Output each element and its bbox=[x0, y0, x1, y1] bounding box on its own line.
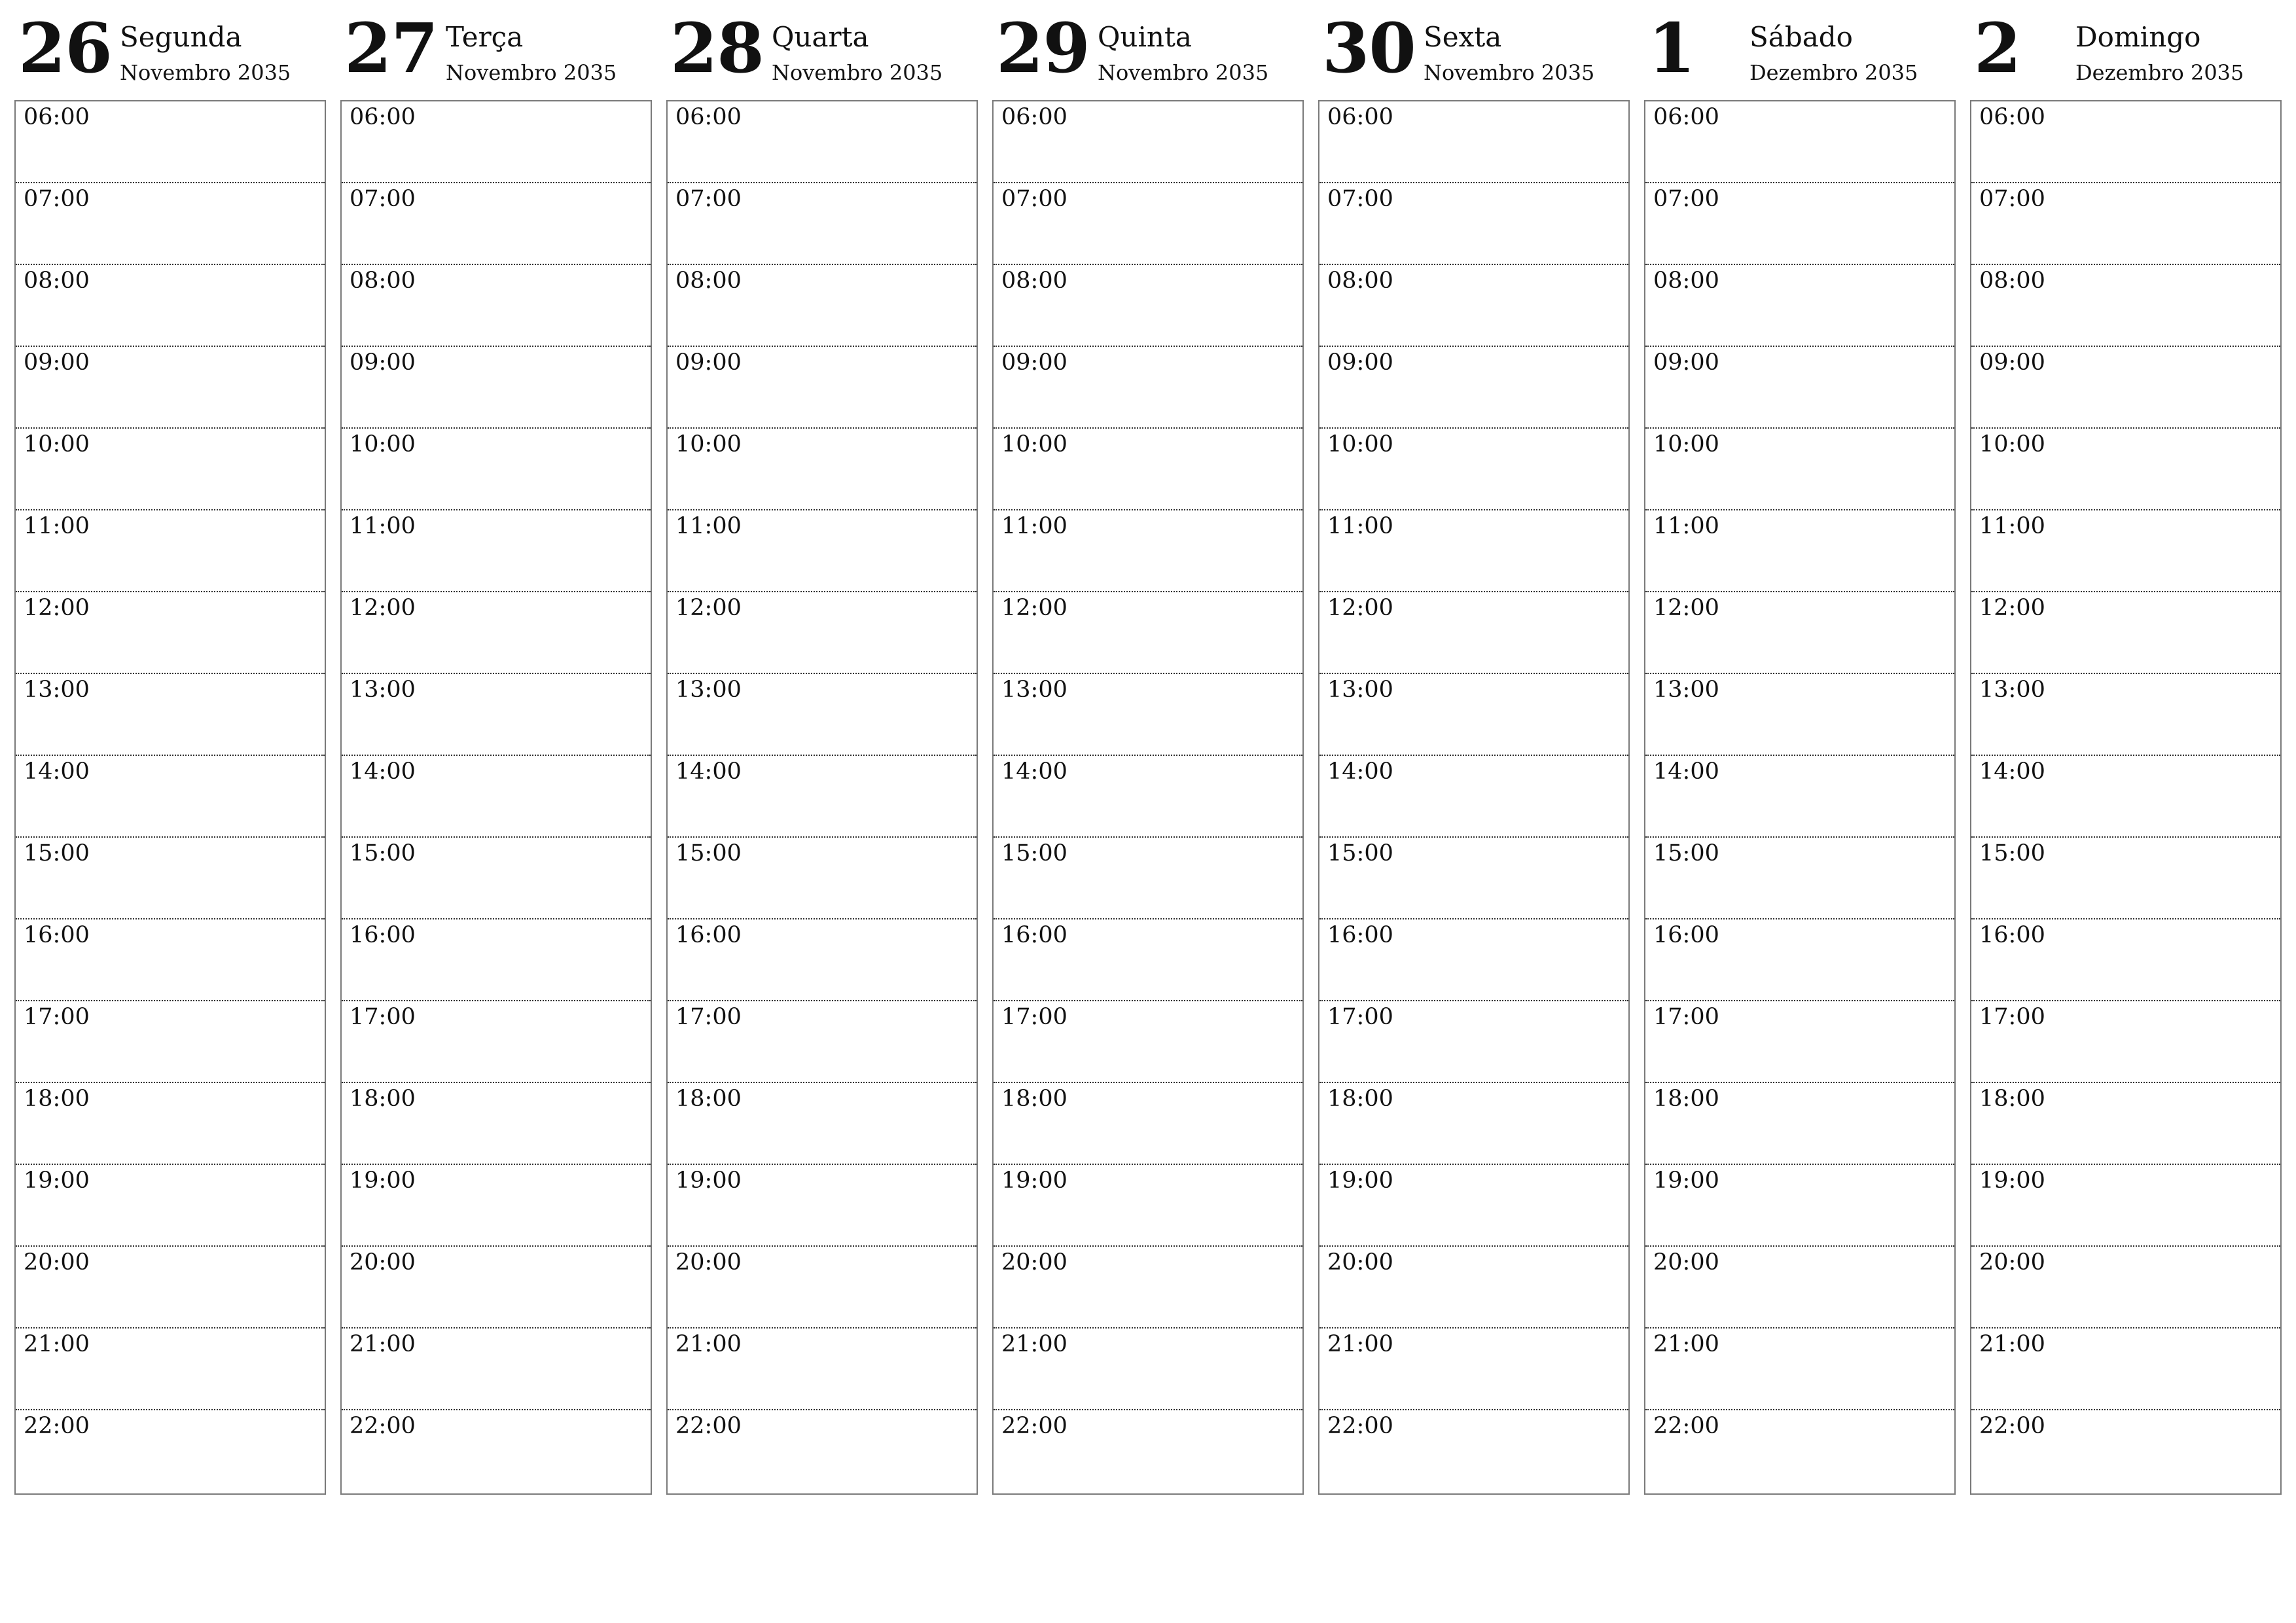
hour-slot[interactable] bbox=[668, 674, 977, 756]
hour-label: 10:00 bbox=[350, 431, 416, 457]
hour-slot[interactable] bbox=[1645, 510, 1954, 592]
hour-slot[interactable] bbox=[668, 1083, 977, 1165]
hour-slot[interactable] bbox=[1971, 347, 2280, 429]
hour-label: 16:00 bbox=[1653, 922, 1719, 948]
day-column bbox=[14, 0, 329, 1439]
hour-label: 18:00 bbox=[350, 1086, 416, 1112]
hour-label: 11:00 bbox=[1001, 513, 1067, 539]
day-name: Terça bbox=[446, 21, 524, 53]
hour-slot[interactable] bbox=[16, 510, 325, 592]
hour-label: 06:00 bbox=[1979, 104, 2045, 130]
hour-label: 17:00 bbox=[1001, 1004, 1067, 1030]
hour-slot[interactable] bbox=[1645, 1165, 1954, 1247]
hour-slot[interactable] bbox=[16, 429, 325, 510]
hour-slot[interactable] bbox=[1971, 1329, 2280, 1410]
day-number: 1 bbox=[1648, 8, 1695, 88]
hour-label: 22:00 bbox=[1001, 1413, 1067, 1439]
hour-label: 10:00 bbox=[1327, 431, 1393, 457]
hour-slot[interactable] bbox=[668, 1001, 977, 1083]
hour-label: 22:00 bbox=[1653, 1413, 1719, 1439]
hour-slot[interactable] bbox=[1319, 265, 1628, 347]
hour-label: 14:00 bbox=[350, 758, 416, 785]
hour-label: 21:00 bbox=[1001, 1331, 1067, 1357]
hour-slot[interactable] bbox=[994, 1329, 1302, 1410]
hour-slot[interactable] bbox=[342, 1165, 651, 1247]
hour-label: 18:00 bbox=[675, 1086, 742, 1112]
day-number: 28 bbox=[670, 8, 764, 88]
hour-label: 14:00 bbox=[1327, 758, 1393, 785]
hour-label: 16:00 bbox=[1327, 922, 1393, 948]
day-schedule-box bbox=[1318, 100, 1630, 1495]
hour-label: 12:00 bbox=[1001, 595, 1067, 621]
hour-slot[interactable] bbox=[16, 1410, 325, 1492]
hour-label: 17:00 bbox=[1327, 1004, 1393, 1030]
hour-label: 12:00 bbox=[1979, 595, 2045, 621]
hour-slot[interactable] bbox=[16, 101, 325, 183]
hour-label: 22:00 bbox=[350, 1413, 416, 1439]
hour-slot[interactable] bbox=[1319, 347, 1628, 429]
hour-label: 22:00 bbox=[1979, 1413, 2045, 1439]
hour-slot[interactable] bbox=[342, 674, 651, 756]
hour-label: 17:00 bbox=[1979, 1004, 2045, 1030]
day-header bbox=[666, 0, 980, 99]
hour-slot[interactable] bbox=[668, 919, 977, 1001]
hour-slot[interactable] bbox=[994, 919, 1302, 1001]
hour-slot[interactable] bbox=[1971, 510, 2280, 592]
hour-label: 19:00 bbox=[1001, 1168, 1067, 1194]
hour-slot[interactable] bbox=[16, 347, 325, 429]
hour-slot[interactable] bbox=[994, 183, 1302, 265]
hour-slot[interactable] bbox=[668, 183, 977, 265]
hour-label: 17:00 bbox=[350, 1004, 416, 1030]
hour-slot[interactable] bbox=[1971, 756, 2280, 838]
hour-slot[interactable] bbox=[16, 183, 325, 265]
hour-label: 13:00 bbox=[1979, 677, 2045, 703]
hour-label: 20:00 bbox=[350, 1249, 416, 1275]
hour-slot[interactable] bbox=[342, 183, 651, 265]
hour-label: 09:00 bbox=[1979, 349, 2045, 376]
day-month-year: Dezembro 2035 bbox=[1749, 60, 1918, 85]
hour-label: 19:00 bbox=[1327, 1168, 1393, 1194]
hour-slot[interactable] bbox=[1319, 183, 1628, 265]
hour-label: 08:00 bbox=[675, 268, 742, 294]
hour-label: 14:00 bbox=[1979, 758, 2045, 785]
hour-slot[interactable] bbox=[1971, 674, 2280, 756]
hour-slot[interactable] bbox=[342, 838, 651, 919]
day-schedule-box bbox=[992, 100, 1304, 1495]
hour-label: 21:00 bbox=[1653, 1331, 1719, 1357]
hour-label: 12:00 bbox=[1327, 595, 1393, 621]
hour-slot[interactable] bbox=[1319, 429, 1628, 510]
hour-slot[interactable] bbox=[1645, 674, 1954, 756]
hour-slot[interactable] bbox=[342, 429, 651, 510]
hour-label: 22:00 bbox=[675, 1413, 742, 1439]
hour-label: 07:00 bbox=[1653, 186, 1719, 212]
hour-slot[interactable] bbox=[994, 1001, 1302, 1083]
day-header bbox=[992, 0, 1306, 99]
hour-slot[interactable] bbox=[668, 592, 977, 674]
hour-label: 16:00 bbox=[24, 922, 90, 948]
hour-label: 09:00 bbox=[1001, 349, 1067, 376]
hour-slot[interactable] bbox=[668, 347, 977, 429]
hour-label: 06:00 bbox=[675, 104, 742, 130]
hour-slot[interactable] bbox=[1645, 101, 1954, 183]
day-month-year: Dezembro 2035 bbox=[2075, 60, 2244, 85]
hour-slot[interactable] bbox=[342, 1083, 651, 1165]
hour-label: 19:00 bbox=[675, 1168, 742, 1194]
day-number: 26 bbox=[18, 8, 112, 88]
hour-slot[interactable] bbox=[1319, 592, 1628, 674]
hour-label: 10:00 bbox=[1653, 431, 1719, 457]
day-month-year: Novembro 2035 bbox=[772, 60, 943, 85]
hour-label: 06:00 bbox=[1327, 104, 1393, 130]
hour-label: 20:00 bbox=[1001, 1249, 1067, 1275]
day-column bbox=[340, 0, 655, 1439]
hour-label: 15:00 bbox=[1327, 840, 1393, 866]
hour-slot[interactable] bbox=[1319, 101, 1628, 183]
day-header bbox=[14, 0, 329, 99]
day-column bbox=[992, 0, 1306, 1439]
hour-slot[interactable] bbox=[342, 1410, 651, 1492]
hour-slot[interactable] bbox=[16, 265, 325, 347]
hour-label: 13:00 bbox=[675, 677, 742, 703]
hour-slot[interactable] bbox=[1971, 429, 2280, 510]
hour-slot[interactable] bbox=[994, 838, 1302, 919]
hour-label: 12:00 bbox=[675, 595, 742, 621]
hour-slot[interactable] bbox=[1645, 347, 1954, 429]
hour-slot[interactable] bbox=[1319, 919, 1628, 1001]
hour-slot[interactable] bbox=[1645, 1329, 1954, 1410]
day-number: 30 bbox=[1322, 8, 1416, 88]
hour-label: 20:00 bbox=[24, 1249, 90, 1275]
hour-slot[interactable] bbox=[668, 510, 977, 592]
hour-slot[interactable] bbox=[994, 1083, 1302, 1165]
hour-slot[interactable] bbox=[1645, 919, 1954, 1001]
hour-slot[interactable] bbox=[1319, 1247, 1628, 1329]
hour-label: 13:00 bbox=[1653, 677, 1719, 703]
hour-label: 16:00 bbox=[1001, 922, 1067, 948]
hour-label: 08:00 bbox=[1001, 268, 1067, 294]
hour-slot[interactable] bbox=[994, 101, 1302, 183]
hour-slot[interactable] bbox=[342, 592, 651, 674]
hour-label: 15:00 bbox=[1001, 840, 1067, 866]
hour-label: 09:00 bbox=[675, 349, 742, 376]
hour-label: 15:00 bbox=[350, 840, 416, 866]
hour-slot[interactable] bbox=[1971, 1001, 2280, 1083]
day-name: Sexta bbox=[1424, 21, 1502, 53]
hour-label: 07:00 bbox=[350, 186, 416, 212]
hour-label: 10:00 bbox=[1979, 431, 2045, 457]
hour-label: 11:00 bbox=[1979, 513, 2045, 539]
hour-slot[interactable] bbox=[668, 1247, 977, 1329]
hour-slot[interactable] bbox=[668, 1329, 977, 1410]
hour-label: 08:00 bbox=[1653, 268, 1719, 294]
hour-label: 20:00 bbox=[1327, 1249, 1393, 1275]
hour-label: 08:00 bbox=[1327, 268, 1393, 294]
hour-label: 07:00 bbox=[1327, 186, 1393, 212]
hour-slot[interactable] bbox=[994, 756, 1302, 838]
hour-label: 15:00 bbox=[24, 840, 90, 866]
hour-label: 11:00 bbox=[1327, 513, 1393, 539]
hour-slot[interactable] bbox=[16, 1165, 325, 1247]
hour-label: 08:00 bbox=[1979, 268, 2045, 294]
hour-slot[interactable] bbox=[342, 756, 651, 838]
day-name: Quinta bbox=[1098, 21, 1192, 53]
hour-label: 18:00 bbox=[1327, 1086, 1393, 1112]
day-header bbox=[1318, 0, 1632, 99]
hour-label: 22:00 bbox=[24, 1413, 90, 1439]
hour-slot[interactable] bbox=[668, 1165, 977, 1247]
hour-label: 09:00 bbox=[1653, 349, 1719, 376]
hour-label: 21:00 bbox=[1979, 1331, 2045, 1357]
hour-slot[interactable] bbox=[342, 347, 651, 429]
day-number: 27 bbox=[344, 8, 438, 88]
hour-slot[interactable] bbox=[1319, 1001, 1628, 1083]
hour-label: 21:00 bbox=[24, 1331, 90, 1357]
hour-label: 20:00 bbox=[1979, 1249, 2045, 1275]
day-column bbox=[1970, 0, 2284, 1439]
hour-slot[interactable] bbox=[1645, 265, 1954, 347]
hour-label: 11:00 bbox=[675, 513, 742, 539]
hour-slot[interactable] bbox=[342, 101, 651, 183]
day-month-year: Novembro 2035 bbox=[1098, 60, 1269, 85]
hour-slot[interactable] bbox=[668, 429, 977, 510]
day-number: 29 bbox=[996, 8, 1090, 88]
day-column bbox=[666, 0, 980, 1439]
hour-slot[interactable] bbox=[1971, 101, 2280, 183]
hour-slot[interactable] bbox=[668, 838, 977, 919]
hour-slot[interactable] bbox=[1645, 429, 1954, 510]
hour-slot[interactable] bbox=[1645, 1083, 1954, 1165]
hour-label: 21:00 bbox=[350, 1331, 416, 1357]
hour-label: 22:00 bbox=[1327, 1413, 1393, 1439]
day-number: 2 bbox=[1974, 8, 2021, 88]
hour-label: 10:00 bbox=[24, 431, 90, 457]
hour-label: 19:00 bbox=[1653, 1168, 1719, 1194]
hour-label: 15:00 bbox=[1653, 840, 1719, 866]
day-header bbox=[340, 0, 655, 99]
day-month-year: Novembro 2035 bbox=[446, 60, 617, 85]
day-schedule-box bbox=[1970, 100, 2282, 1495]
hour-label: 13:00 bbox=[350, 677, 416, 703]
hour-label: 20:00 bbox=[1653, 1249, 1719, 1275]
hour-slot[interactable] bbox=[994, 265, 1302, 347]
hour-slot[interactable] bbox=[1971, 1247, 2280, 1329]
hour-slot[interactable] bbox=[668, 101, 977, 183]
day-month-year: Novembro 2035 bbox=[1424, 60, 1595, 85]
hour-slot[interactable] bbox=[668, 265, 977, 347]
hour-slot[interactable] bbox=[342, 919, 651, 1001]
hour-slot[interactable] bbox=[1971, 1165, 2280, 1247]
hour-slot[interactable] bbox=[342, 265, 651, 347]
hour-slot[interactable] bbox=[668, 1410, 977, 1492]
hour-slot[interactable] bbox=[994, 510, 1302, 592]
hour-label: 21:00 bbox=[1327, 1331, 1393, 1357]
hour-slot[interactable] bbox=[16, 838, 325, 919]
hour-slot[interactable] bbox=[1319, 510, 1628, 592]
hour-label: 18:00 bbox=[1979, 1086, 2045, 1112]
hour-label: 09:00 bbox=[350, 349, 416, 376]
hour-slot[interactable] bbox=[1971, 265, 2280, 347]
hour-slot[interactable] bbox=[994, 1410, 1302, 1492]
hour-label: 18:00 bbox=[24, 1086, 90, 1112]
hour-slot[interactable] bbox=[994, 1165, 1302, 1247]
hour-label: 20:00 bbox=[675, 1249, 742, 1275]
hour-slot[interactable] bbox=[1971, 919, 2280, 1001]
hour-label: 14:00 bbox=[1001, 758, 1067, 785]
hour-slot[interactable] bbox=[668, 756, 977, 838]
hour-slot[interactable] bbox=[1645, 1001, 1954, 1083]
hour-label: 06:00 bbox=[24, 104, 90, 130]
hour-slot[interactable] bbox=[16, 756, 325, 838]
day-month-year: Novembro 2035 bbox=[120, 60, 291, 85]
hour-label: 17:00 bbox=[1653, 1004, 1719, 1030]
day-schedule-box bbox=[1644, 100, 1956, 1495]
day-schedule-box bbox=[666, 100, 978, 1495]
hour-slot[interactable] bbox=[1645, 838, 1954, 919]
hour-slot[interactable] bbox=[342, 510, 651, 592]
hour-slot[interactable] bbox=[16, 592, 325, 674]
hour-label: 12:00 bbox=[1653, 595, 1719, 621]
hour-label: 11:00 bbox=[24, 513, 90, 539]
hour-label: 19:00 bbox=[1979, 1168, 2045, 1194]
hour-slot[interactable] bbox=[1319, 674, 1628, 756]
hour-label: 17:00 bbox=[24, 1004, 90, 1030]
hour-slot[interactable] bbox=[1971, 1410, 2280, 1492]
hour-label: 10:00 bbox=[675, 431, 742, 457]
hour-label: 07:00 bbox=[24, 186, 90, 212]
hour-label: 06:00 bbox=[350, 104, 416, 130]
hour-slot[interactable] bbox=[1971, 183, 2280, 265]
day-column bbox=[1644, 0, 1958, 1439]
hour-label: 13:00 bbox=[1001, 677, 1067, 703]
hour-label: 13:00 bbox=[1327, 677, 1393, 703]
hour-label: 18:00 bbox=[1653, 1086, 1719, 1112]
hour-slot[interactable] bbox=[994, 674, 1302, 756]
hour-slot[interactable] bbox=[1971, 838, 2280, 919]
hour-slot[interactable] bbox=[1645, 183, 1954, 265]
hour-slot[interactable] bbox=[994, 429, 1302, 510]
hour-label: 09:00 bbox=[1327, 349, 1393, 376]
day-header bbox=[1970, 0, 2284, 99]
hour-slot[interactable] bbox=[1319, 838, 1628, 919]
hour-label: 21:00 bbox=[675, 1331, 742, 1357]
hour-slot[interactable] bbox=[1971, 592, 2280, 674]
hour-label: 12:00 bbox=[350, 595, 416, 621]
hour-label: 19:00 bbox=[24, 1168, 90, 1194]
hour-slot[interactable] bbox=[1971, 1083, 2280, 1165]
day-column bbox=[1318, 0, 1632, 1439]
hour-slot[interactable] bbox=[994, 592, 1302, 674]
hour-label: 14:00 bbox=[1653, 758, 1719, 785]
hour-slot[interactable] bbox=[16, 674, 325, 756]
hour-slot[interactable] bbox=[342, 1247, 651, 1329]
hour-label: 13:00 bbox=[24, 677, 90, 703]
hour-slot[interactable] bbox=[16, 1329, 325, 1410]
hour-slot[interactable] bbox=[16, 919, 325, 1001]
hour-label: 11:00 bbox=[350, 513, 416, 539]
hour-label: 14:00 bbox=[24, 758, 90, 785]
hour-label: 09:00 bbox=[24, 349, 90, 376]
hour-label: 06:00 bbox=[1653, 104, 1719, 130]
hour-label: 19:00 bbox=[350, 1168, 416, 1194]
day-name: Sábado bbox=[1749, 21, 1853, 53]
hour-label: 08:00 bbox=[350, 268, 416, 294]
hour-label: 16:00 bbox=[350, 922, 416, 948]
hour-label: 12:00 bbox=[24, 595, 90, 621]
hour-slot[interactable] bbox=[1319, 1410, 1628, 1492]
hour-slot[interactable] bbox=[1319, 756, 1628, 838]
hour-slot[interactable] bbox=[342, 1001, 651, 1083]
hour-label: 15:00 bbox=[675, 840, 742, 866]
day-name: Segunda bbox=[120, 21, 242, 53]
hour-label: 06:00 bbox=[1001, 104, 1067, 130]
day-name: Domingo bbox=[2075, 21, 2201, 53]
hour-label: 07:00 bbox=[675, 186, 742, 212]
hour-label: 08:00 bbox=[24, 268, 90, 294]
hour-label: 16:00 bbox=[1979, 922, 2045, 948]
hour-slot[interactable] bbox=[994, 1247, 1302, 1329]
hour-slot[interactable] bbox=[1319, 1165, 1628, 1247]
hour-label: 17:00 bbox=[675, 1004, 742, 1030]
hour-slot[interactable] bbox=[1645, 1410, 1954, 1492]
hour-slot[interactable] bbox=[1645, 592, 1954, 674]
hour-label: 07:00 bbox=[1979, 186, 2045, 212]
hour-label: 11:00 bbox=[1653, 513, 1719, 539]
day-name: Quarta bbox=[772, 21, 869, 53]
hour-slot[interactable] bbox=[1319, 1329, 1628, 1410]
hour-slot[interactable] bbox=[16, 1247, 325, 1329]
hour-label: 10:00 bbox=[1001, 431, 1067, 457]
hour-label: 15:00 bbox=[1979, 840, 2045, 866]
hour-slot[interactable] bbox=[1645, 1247, 1954, 1329]
hour-label: 18:00 bbox=[1001, 1086, 1067, 1112]
hour-slot[interactable] bbox=[16, 1083, 325, 1165]
hour-slot[interactable] bbox=[994, 347, 1302, 429]
hour-slot[interactable] bbox=[1645, 756, 1954, 838]
day-schedule-box bbox=[340, 100, 652, 1495]
hour-slot[interactable] bbox=[1319, 1083, 1628, 1165]
hour-label: 07:00 bbox=[1001, 186, 1067, 212]
hour-slot[interactable] bbox=[342, 1329, 651, 1410]
hour-slot[interactable] bbox=[16, 1001, 325, 1083]
day-header bbox=[1644, 0, 1958, 99]
hour-label: 14:00 bbox=[675, 758, 742, 785]
hour-label: 16:00 bbox=[675, 922, 742, 948]
day-schedule-box bbox=[14, 100, 326, 1495]
